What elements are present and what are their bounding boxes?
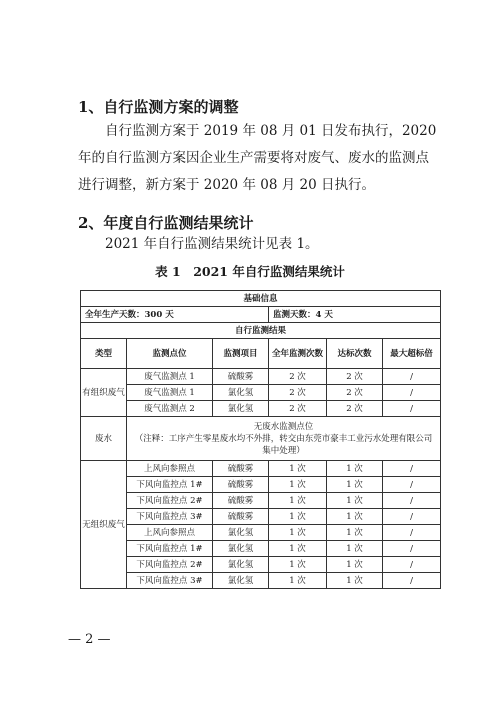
organized-point: 废气监测点 1 <box>127 369 213 385</box>
results-header: 自行监测结果 <box>81 323 441 339</box>
unorganized-max-exceed: / <box>383 461 441 477</box>
table-caption: 表 1 2021 年自行监测结果统计 <box>155 264 345 279</box>
page-number: — 2 — <box>68 632 111 647</box>
organized-point: 废气监测点 2 <box>127 401 213 417</box>
organized-annual-count: 2 次 <box>269 385 327 401</box>
unorganized-item: 氯化氢 <box>213 525 269 541</box>
wastewater-note <box>127 417 441 461</box>
organized-compliant-count: 2 次 <box>327 369 383 385</box>
col-header-max-exceed: 最大超标倍 <box>383 339 441 369</box>
unorganized-annual-count: 1 次 <box>269 557 327 573</box>
table-row <box>81 541 441 557</box>
unorganized-compliant-count: 1 次 <box>327 461 383 477</box>
production-days: 全年生产天数：300 天 <box>81 307 269 323</box>
unorganized-item: 硫酸雾 <box>213 493 269 509</box>
unorganized-max-exceed: / <box>383 509 441 525</box>
unorganized-point: 上风向参照点 <box>127 461 213 477</box>
unorganized-annual-count: 1 次 <box>269 541 327 557</box>
table-row <box>81 401 441 417</box>
unorganized-max-exceed: / <box>383 573 441 589</box>
unorganized-item: 氯化氢 <box>213 557 269 573</box>
unorganized-point: 下风向监控点 1# <box>127 541 213 557</box>
unorganized-compliant-count: 1 次 <box>327 557 383 573</box>
organized-item: 硫酸雾 <box>213 369 269 385</box>
table-row <box>81 573 441 589</box>
unorganized-max-exceed: / <box>383 493 441 509</box>
unorganized-item: 氯化氢 <box>213 573 269 589</box>
unorganized-point: 下风向监控点 2# <box>127 557 213 573</box>
wastewater-type: 废水 <box>81 417 127 461</box>
table-row <box>81 525 441 541</box>
basic-info-header: 基础信息 <box>81 291 441 307</box>
organized-max-exceed: / <box>383 385 441 401</box>
col-header-compliant-count: 达标次数 <box>327 339 383 369</box>
table-row <box>81 477 441 493</box>
section-1-heading: 1、自行监测方案的调整 <box>78 98 239 116</box>
organized-annual-count: 2 次 <box>269 401 327 417</box>
unorganized-compliant-count: 1 次 <box>327 477 383 493</box>
col-header-item: 监测项目 <box>213 339 269 369</box>
unorganized-max-exceed: / <box>383 477 441 493</box>
unorganized-item: 氯化氢 <box>213 541 269 557</box>
unorganized-point: 下风向监控点 1# <box>127 477 213 493</box>
unorganized-point: 下风向监控点 3# <box>127 509 213 525</box>
organized-compliant-count: 2 次 <box>327 401 383 417</box>
unorganized-compliant-count: 1 次 <box>327 493 383 509</box>
unorganized-compliant-count: 1 次 <box>327 573 383 589</box>
unorganized-compliant-count: 1 次 <box>327 525 383 541</box>
section-2-paragraph: 2021 年自行监测结果统计见表 1。 <box>105 236 319 252</box>
organized-point: 废气监测点 1 <box>127 385 213 401</box>
monitoring-results-table <box>80 290 441 589</box>
section-1-paragraph: 自行监测方案于 2019 年 08 月 01 日发布执行，2020 年的自行监测方案因企业生产需要将对废气、废水的监测点进行调整，新方案于 2020 年 08 月 20 日执行。 <box>78 123 437 193</box>
organized-max-exceed: / <box>383 369 441 385</box>
unorganized-max-exceed: / <box>383 525 441 541</box>
unorganized-point: 上风向参照点 <box>127 525 213 541</box>
organized-item: 氯化氢 <box>213 385 269 401</box>
table-row <box>81 509 441 525</box>
col-header-point: 监测点位 <box>127 339 213 369</box>
organized-compliant-count: 2 次 <box>327 385 383 401</box>
unorganized-annual-count: 1 次 <box>269 509 327 525</box>
wastewater-line-2: （注释：工序产生零星废水均不外排，转交由东莞市豪丰工业污水处理有限公司集中处理） <box>134 433 433 456</box>
unorganized-max-exceed: / <box>383 557 441 573</box>
wastewater-line-1: 无废水监测点位 <box>253 421 314 432</box>
unorganized-compliant-count: 1 次 <box>327 509 383 525</box>
table-row <box>81 385 441 401</box>
unorganized-type: 无组织废气 <box>81 461 127 589</box>
unorganized-max-exceed: / <box>383 541 441 557</box>
unorganized-annual-count: 1 次 <box>269 525 327 541</box>
unorganized-annual-count: 1 次 <box>269 493 327 509</box>
unorganized-compliant-count: 1 次 <box>327 541 383 557</box>
monitoring-days: 监测天数：4 天 <box>269 307 441 323</box>
table-row <box>81 557 441 573</box>
organized-max-exceed: / <box>383 401 441 417</box>
organized-item: 氯化氢 <box>213 401 269 417</box>
unorganized-item: 硫酸雾 <box>213 477 269 493</box>
section-2-heading: 2、年度自行监测结果统计 <box>78 214 254 232</box>
unorganized-annual-count: 1 次 <box>269 573 327 589</box>
unorganized-item: 硫酸雾 <box>213 461 269 477</box>
table-row <box>81 493 441 509</box>
unorganized-annual-count: 1 次 <box>269 477 327 493</box>
organized-type: 有组织废气 <box>81 369 127 417</box>
unorganized-item: 硫酸雾 <box>213 509 269 525</box>
unorganized-annual-count: 1 次 <box>269 461 327 477</box>
col-header-annual-count: 全年监测次数 <box>269 339 327 369</box>
col-header-type: 类型 <box>81 339 127 369</box>
unorganized-point: 下风向监控点 3# <box>127 573 213 589</box>
organized-annual-count: 2 次 <box>269 369 327 385</box>
unorganized-point: 下风向监控点 2# <box>127 493 213 509</box>
